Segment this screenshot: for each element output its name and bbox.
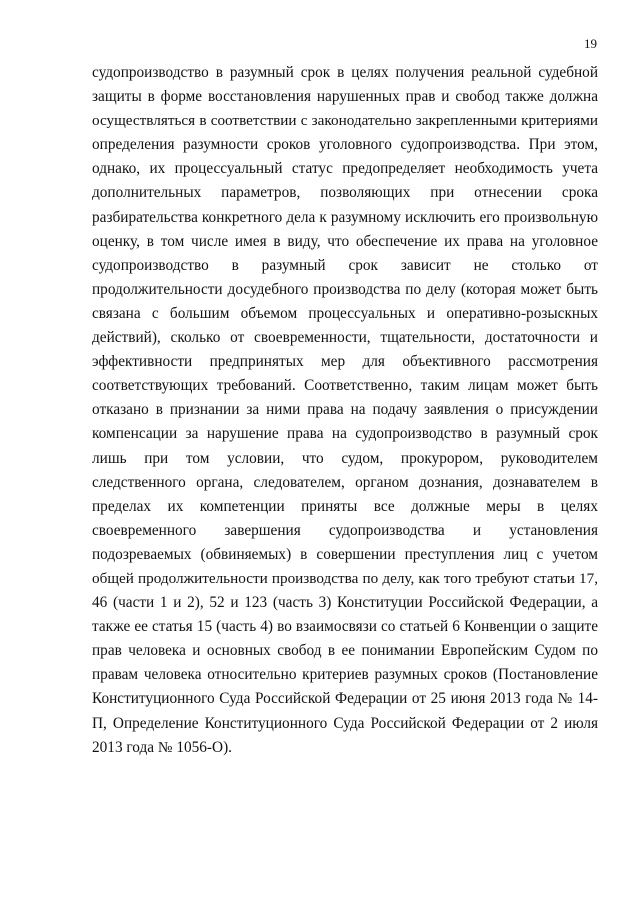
text-line: 2013 года № 1056-О). bbox=[92, 738, 232, 756]
text-line: оценку, в том числе имея в виду, что обеспечение их права на уголовное bbox=[92, 232, 598, 250]
body-paragraph bbox=[92, 61, 598, 760]
text-line: разбирательства конкретного дела к разумному исключить его произвольную bbox=[92, 208, 598, 226]
text-line: однако, их процессуальный статус предопределяет необходимость учета bbox=[92, 160, 598, 178]
text-line: защиты в форме восстановления нарушенных прав и свобод также должна bbox=[92, 88, 598, 106]
text-line: связана с большим объемом процессуальных и оперативно-розыскных bbox=[92, 304, 598, 322]
text-line: правам человека относительно критериев разумных сроков (Постановление bbox=[92, 666, 598, 684]
text-line: отказано в признании за ними права на подачу заявления о присуждении bbox=[92, 401, 598, 419]
text-line: судопроизводство в разумный срок зависит не столько от bbox=[92, 256, 598, 274]
text-line: дополнительных параметров, позволяющих при отнесении срока bbox=[92, 184, 598, 202]
text-line: Конституционного Суда Российской Федерации от 25 июня 2013 года № 14- bbox=[92, 690, 598, 708]
text-line: пределах их компетенции приняты все должные меры в целях bbox=[92, 497, 598, 515]
text-line: осуществляться в соответствии с законодательно закрепленными критериями bbox=[92, 112, 598, 130]
page-number: 19 bbox=[584, 36, 597, 51]
text-line: прав человека и основных свобод в ее понимании Европейским Судом по bbox=[92, 642, 598, 660]
text-line: 46 (части 1 и 2), 52 и 123 (часть 3) Конституции Российской Федерации, а bbox=[92, 594, 598, 612]
text-line: общей продолжительности производства по делу, как того требуют статьи 17, bbox=[92, 569, 598, 587]
text-line: подозреваемых (обвиняемых) в совершении преступления лиц с учетом bbox=[92, 545, 598, 563]
text-line: соответствующих требований. Соответственно, таким лицам может быть bbox=[92, 377, 598, 395]
text-line: следственного органа, следователем, органом дознания, дознавателем в bbox=[92, 473, 598, 491]
text-line: лишь при том условии, что судом, прокурором, руководителем bbox=[92, 449, 598, 467]
text-line: судопроизводство в разумный срок в целях получения реальной судебной bbox=[92, 64, 598, 81]
text-line: определения разумности сроков уголовного судопроизводства. При этом, bbox=[92, 136, 598, 154]
text-line: своевременного завершения судопроизводства и установления bbox=[92, 521, 598, 539]
text-line: действий), сколько от своевременности, тщательности, достаточности и bbox=[92, 329, 598, 347]
text-line: также ее статья 15 (часть 4) во взаимосвязи со статьей 6 Конвенции о защите bbox=[92, 618, 598, 636]
text-line: эффективности предпринятых мер для объективного рассмотрения bbox=[92, 353, 598, 371]
text-line: продолжительности досудебного производства по делу (которая может быть bbox=[92, 280, 598, 298]
text-line: компенсации за нарушение права на судопроизводство в разумный срок bbox=[92, 425, 598, 443]
text-line: П, Определение Конституционного Суда Российской Федерации от 2 июля bbox=[92, 714, 598, 732]
